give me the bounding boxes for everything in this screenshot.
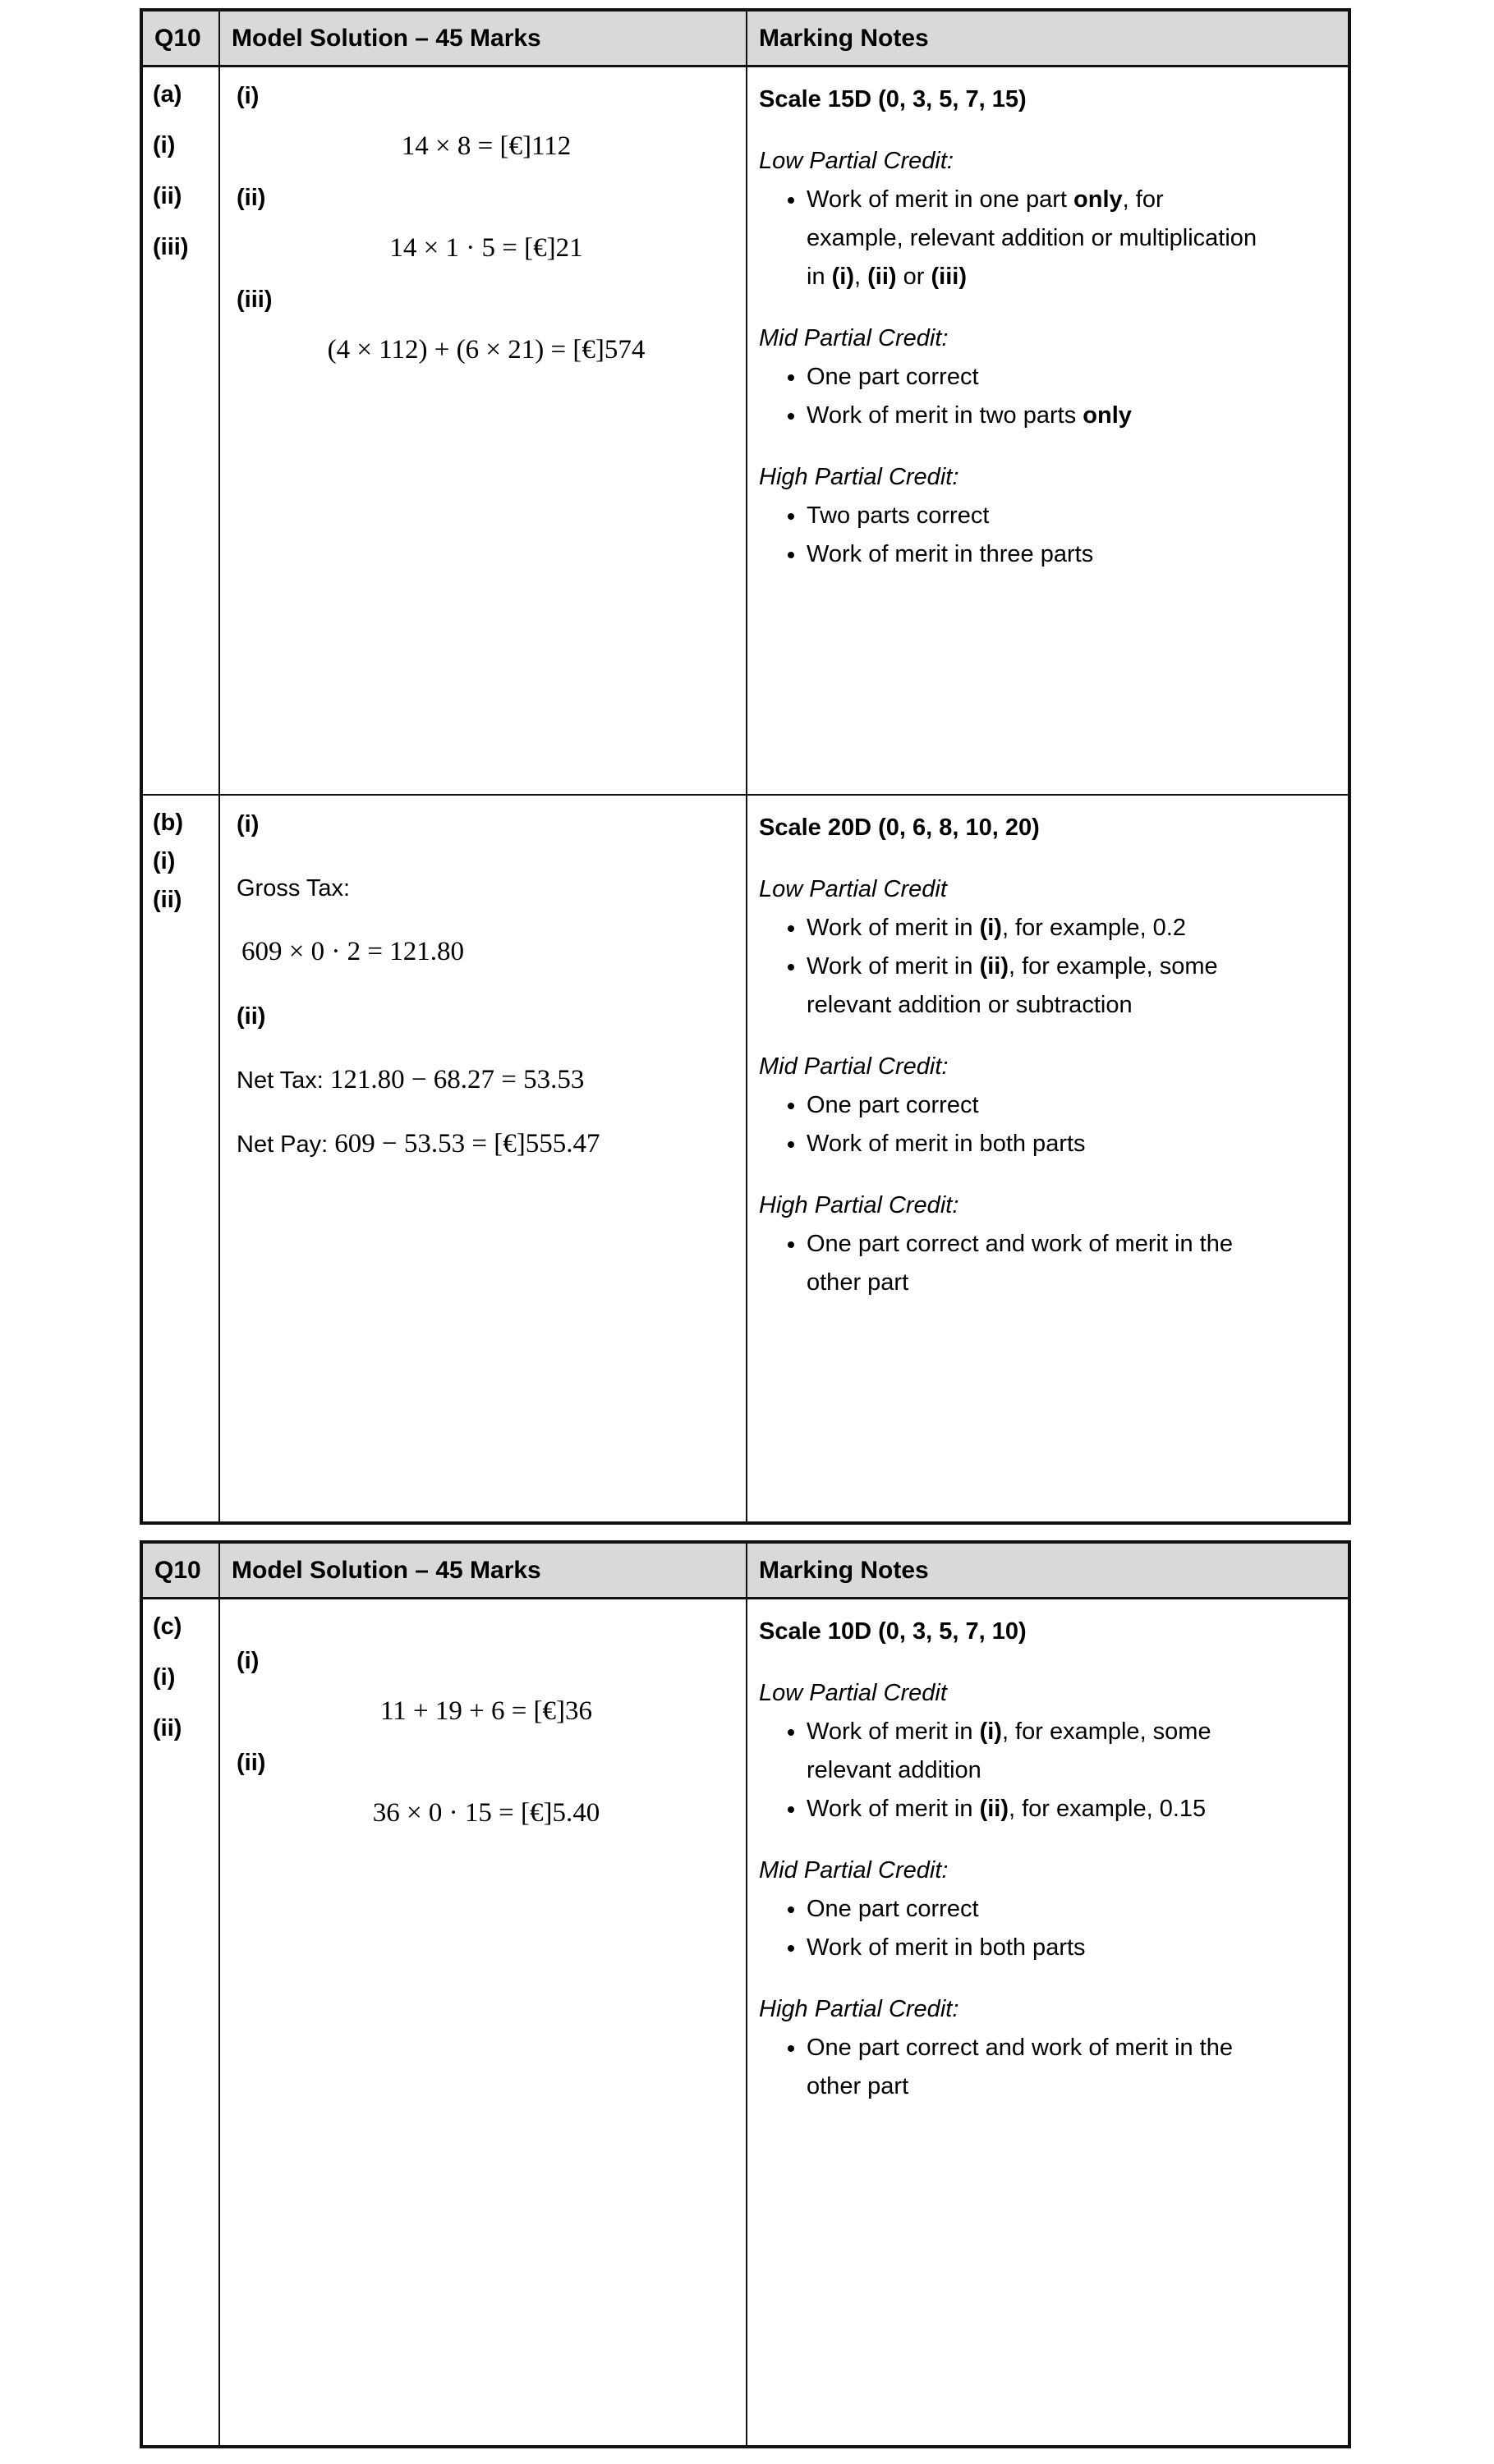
header-model-solution: Model Solution – 45 Marks	[220, 11, 747, 65]
text-segment: (i)	[979, 915, 1002, 941]
text-segment: , for example, 0.15	[1009, 1796, 1207, 1822]
low-partial-credit-heading: Low Partial Credit	[759, 1680, 947, 1706]
bullet-item	[807, 535, 1257, 574]
text-segment: (ii)	[979, 1796, 1009, 1822]
text-segment: (i)	[831, 264, 855, 290]
header-question-number: Q10	[143, 1544, 220, 1597]
bullet-item	[807, 909, 1257, 948]
text-segment: (ii)	[979, 953, 1009, 980]
text-segment: (i)	[153, 848, 176, 874]
bullet-item	[807, 358, 1257, 397]
solution-part-label	[237, 179, 736, 218]
table-header	[143, 1544, 1348, 1599]
scale-heading: Scale 10D (0, 3, 5, 7, 10)	[759, 1618, 1027, 1645]
text-segment: (iii)	[931, 264, 967, 290]
text-segment: (i)	[237, 811, 260, 837]
marking-notes-cell-c	[747, 1599, 1348, 2445]
bullet-item	[807, 2029, 1257, 2106]
mid-partial-credit-list	[759, 1890, 1257, 1967]
part-label-list	[143, 67, 218, 267]
text-segment: Net Tax:	[237, 1067, 330, 1094]
text-segment: Two parts correct	[807, 502, 990, 529]
text-segment: 14 × 8 = [€]112	[401, 131, 572, 161]
text-segment: (i)	[979, 1718, 1002, 1745]
solution-equation	[237, 332, 736, 370]
solution-equation	[237, 1062, 736, 1100]
solution-cell-a	[220, 67, 747, 794]
text-segment: 121.80 − 68.27 = 53.53	[329, 1065, 585, 1094]
header-model-solution: Model Solution – 45 Marks	[220, 1544, 747, 1597]
low-partial-credit-list	[759, 181, 1257, 296]
solution-equation	[237, 1795, 736, 1833]
part-label	[153, 228, 218, 267]
text-segment: , for example, some relevant addition	[807, 1718, 1211, 1783]
text-segment: 14 × 1 · 5 = [€]21	[389, 233, 583, 263]
text-segment: Work of merit in	[807, 1718, 980, 1745]
high-partial-credit-list	[759, 1225, 1257, 1302]
bullet-item	[807, 181, 1257, 296]
text-segment: (ii)	[153, 887, 182, 913]
marking-scheme-table-1	[140, 8, 1351, 1525]
header-marking-notes: Marking Notes	[759, 24, 929, 52]
text-segment: , for example, 0.2	[1001, 915, 1186, 941]
text-segment: One part correct	[807, 364, 979, 390]
text-segment: , for example, relevant addition or multiplication in	[807, 186, 1257, 290]
part-label	[153, 804, 218, 842]
high-partial-credit-list	[759, 2029, 1257, 2106]
bullet-item	[807, 1713, 1257, 1790]
scale-heading: Scale 20D (0, 6, 8, 10, 20)	[759, 814, 1040, 841]
solution-equation	[237, 934, 736, 972]
part-label-list	[143, 1599, 218, 1748]
part-labels-cell-c	[143, 1599, 220, 2445]
text-segment: (i)	[153, 1664, 176, 1691]
text-segment: 609 × 0 · 2 = 121.80	[241, 937, 464, 966]
solution-text	[237, 870, 736, 908]
low-partial-credit-list	[759, 1713, 1257, 1828]
solution-equation	[237, 1693, 736, 1732]
scale-heading: Scale 15D (0, 3, 5, 7, 15)	[759, 86, 1027, 112]
table-header	[143, 11, 1348, 67]
solution-equation	[237, 128, 736, 167]
text-segment: (i)	[153, 132, 176, 158]
part-label-list	[143, 796, 218, 920]
text-segment: (i)	[237, 1648, 260, 1674]
bullet-item	[807, 1225, 1257, 1302]
table-row-b	[143, 794, 1348, 1521]
text-segment: (4 × 112) + (6 × 21) = [€]574	[327, 335, 646, 365]
solution-equation	[237, 230, 736, 268]
text-segment: (iii)	[153, 234, 189, 260]
mid-partial-credit-list	[759, 1086, 1257, 1163]
text-segment: Work of merit in both parts	[807, 1934, 1086, 1961]
marking-scheme-table-2	[140, 1540, 1351, 2448]
low-partial-credit-heading: Low Partial Credit:	[759, 148, 954, 174]
text-segment: (ii)	[153, 183, 182, 209]
low-partial-credit-heading: Low Partial Credit	[759, 876, 947, 902]
bullet-item	[807, 1125, 1257, 1163]
solution-cell-b	[220, 796, 747, 1521]
mid-partial-credit-heading: Mid Partial Credit:	[759, 1053, 949, 1080]
bullet-item	[807, 1086, 1257, 1125]
text-segment: 36 × 0 · 15 = [€]5.40	[372, 1798, 600, 1828]
text-segment: (ii)	[237, 1003, 266, 1030]
part-label	[153, 881, 218, 920]
text-segment: Work of merit in	[807, 1796, 980, 1822]
text-segment: (b)	[153, 810, 184, 836]
part-labels-cell-b	[143, 796, 220, 1521]
text-segment: Work of merit in three parts	[807, 541, 1094, 567]
mid-partial-credit-heading: Mid Partial Credit:	[759, 1857, 949, 1884]
low-partial-credit-list	[759, 909, 1257, 1025]
table-row-a	[143, 67, 1348, 794]
bullet-item	[807, 1890, 1257, 1929]
text-segment: or	[896, 264, 931, 290]
solution-part-label	[237, 805, 736, 844]
text-segment: One part correct	[807, 1092, 979, 1118]
part-label	[153, 842, 218, 881]
text-segment: One part correct	[807, 1896, 979, 1922]
bullet-item	[807, 948, 1257, 1025]
part-label	[153, 76, 218, 114]
text-segment: Work of merit in	[807, 915, 980, 941]
solution-part-label	[237, 1642, 736, 1681]
text-segment: One part correct and work of merit in the other part	[807, 2035, 1233, 2099]
text-segment: (iii)	[237, 287, 273, 313]
marking-notes-cell-b	[747, 796, 1348, 1521]
text-segment: only	[1073, 186, 1123, 213]
header-marking-notes: Marking Notes	[759, 1556, 929, 1584]
text-segment: Gross Tax:	[237, 875, 351, 902]
text-segment: One part correct and work of merit in the other part	[807, 1231, 1233, 1296]
text-segment: (a)	[153, 81, 182, 108]
text-segment: (i)	[237, 83, 260, 109]
part-label	[153, 1608, 218, 1646]
high-partial-credit-heading: High Partial Credit:	[759, 464, 959, 490]
bullet-item	[807, 1790, 1257, 1828]
text-segment: (ii)	[237, 185, 266, 211]
mid-partial-credit-list	[759, 358, 1257, 435]
text-segment: (c)	[153, 1613, 182, 1640]
high-partial-credit-heading: High Partial Credit:	[759, 1192, 959, 1218]
text-segment: Work of merit in two parts	[807, 402, 1083, 429]
text-segment: 11 + 19 + 6 = [€]36	[379, 1696, 593, 1726]
text-segment: 609 − 53.53 = [€]555.47	[334, 1129, 600, 1159]
high-partial-credit-heading: High Partial Credit:	[759, 1996, 959, 2022]
text-segment: , for example, some relevant addition or subtraction	[807, 953, 1218, 1018]
high-partial-credit-list	[759, 497, 1257, 574]
text-segment: ,	[854, 264, 868, 290]
mid-partial-credit-heading: Mid Partial Credit:	[759, 325, 949, 351]
text-segment: Work of merit in one part	[807, 186, 1074, 213]
text-segment: Work of merit in	[807, 953, 980, 980]
text-segment: Net Pay:	[237, 1131, 335, 1158]
table-row-c	[143, 1599, 1348, 2445]
text-segment: (ii)	[237, 1750, 266, 1776]
part-label	[153, 1709, 218, 1748]
part-labels-cell-a	[143, 67, 220, 794]
solution-cell-c	[220, 1599, 747, 2445]
bullet-item	[807, 1929, 1257, 1967]
solution-part-label	[237, 281, 736, 319]
part-label	[153, 177, 218, 216]
solution-part-label	[237, 77, 736, 116]
header-question-number: Q10	[143, 11, 220, 65]
bullet-item	[807, 397, 1257, 435]
text-segment: Work of merit in both parts	[807, 1131, 1086, 1157]
text-segment: only	[1083, 402, 1132, 429]
marking-notes-cell-a	[747, 67, 1348, 794]
solution-equation	[237, 1126, 736, 1164]
solution-part-label	[237, 998, 736, 1036]
part-label	[153, 126, 218, 165]
part-label	[153, 1659, 218, 1697]
bullet-item	[807, 497, 1257, 535]
text-segment: (ii)	[867, 264, 897, 290]
solution-part-label	[237, 1744, 736, 1783]
text-segment: (ii)	[153, 1715, 182, 1741]
